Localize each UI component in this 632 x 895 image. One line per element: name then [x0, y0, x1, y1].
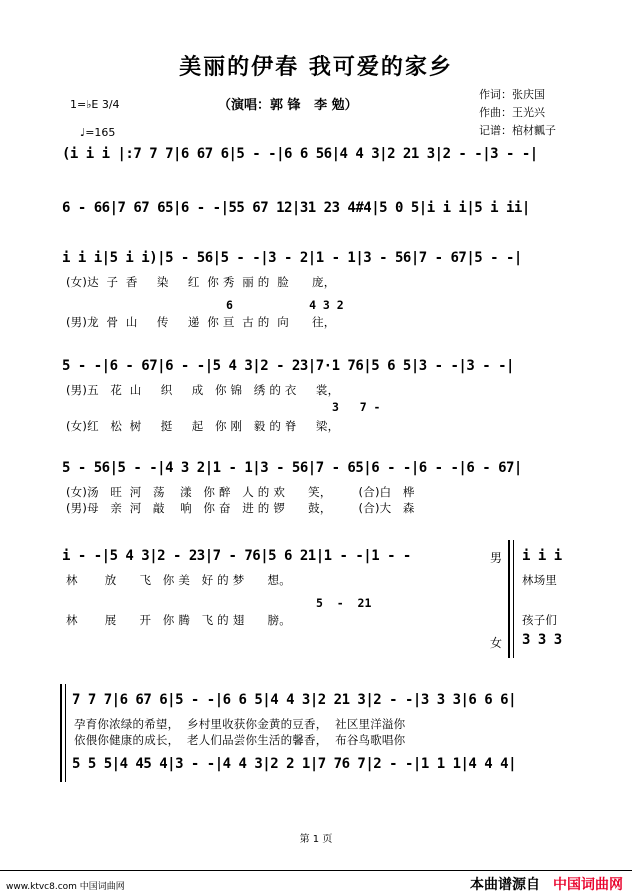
song-title: 美丽的伊春 我可爱的家乡: [179, 55, 453, 80]
lyric-line-6: (男)母 亲 河 敲 响 你 奋 进 的 锣 鼓， (合)大 森: [66, 501, 415, 515]
female-part-notes: 3 3 3: [522, 632, 562, 648]
lyric-line-4: (女)红 松 树 挺 起 你 刚 毅 的 脊 梁，: [66, 419, 340, 433]
lyric-line-7: 林 放 飞 你 美 好 的 梦 想。: [66, 573, 291, 587]
female-part-lyric: 孩子们: [522, 613, 558, 627]
male-part-lyric: 林场里: [522, 573, 558, 587]
performers: （演唱：郭 锋 李 勉）: [218, 98, 358, 113]
site-url[interactable]: www.ktvc8.com 中国词曲网: [6, 882, 125, 892]
lyricist-credit: 作词：张庆国: [479, 88, 545, 101]
footer-brand[interactable]: 中国词曲网: [553, 877, 623, 893]
harmony-line-1: 6 4 3 2: [226, 298, 344, 312]
brace-bar-thin: [513, 540, 514, 658]
system-bar-left-thin: [65, 684, 66, 782]
harmony-line-2: 3 7 -: [332, 400, 381, 414]
transcriber-credit: 记谱：棺材瓤子: [479, 124, 556, 137]
tempo-mark: ♩=165: [80, 126, 116, 139]
footer-rule: [0, 870, 632, 871]
lyric-line-8: 林 展 开 你 腾 飞 的 翅 膀。: [66, 613, 291, 627]
score-row-6: i - -|5 4 3|2 - 23|7 - 76|5 6 21|1 - -|1 - -: [62, 548, 411, 564]
lyric-line-9: 孕育你浓绿的希望， 乡村里收获你金黄的豆香， 社区里洋溢你: [74, 717, 406, 731]
lyric-line-10: 依偎你健康的成长， 老人们品尝你生活的馨香， 布谷鸟歌唱你: [74, 733, 406, 747]
lyric-line-2: (男)龙 骨 山 传 递 你 亘 古 的 向 往，: [66, 315, 336, 329]
footer-source: 本曲谱源自: [470, 877, 540, 893]
male-part-notes: i i i: [522, 548, 562, 564]
score-row-4: 5 - -|6 - 67|6 - -|5 4 3|2 - 23|7·1 76|5 6 5|3 - -|3 - -|: [62, 358, 514, 374]
male-part-label: 男: [490, 551, 503, 565]
lyric-line-5: (女)汤 旺 河 荡 漾 你 醉 人 的 欢 笑， (合)白 桦: [66, 485, 415, 499]
lyric-line-1: (女)达 子 香 染 红 你 秀 丽 的 脸 庞，: [66, 275, 336, 289]
lyric-line-3: (男)五 花 山 织 成 你 锦 绣 的 衣 裳，: [66, 383, 340, 397]
score-row-1: (i i i |:7 7 7|6 67 6|5 - -|6 6 56|4 4 3|2 21 3|2 - -|3 - -|: [62, 146, 538, 162]
harmony-line-3: 5 - 21: [316, 596, 372, 610]
composer-credit: 作曲：王光兴: [479, 106, 545, 119]
score-row-3: i i i|5 i i)|5 - 56|5 - -|3 - 2|1 - 1|3 - 56|7 - 67|5 - -|: [62, 250, 522, 266]
brace-bar: [508, 540, 510, 658]
score-row-7: 7 7 7|6 67 6|5 - -|6 6 5|4 4 3|2 21 3|2 - -|3 3 3|6 6 6|: [72, 692, 517, 708]
score-row-8: 5 5 5|4 45 4|3 - -|4 4 3|2 2 1|7 76 7|2 - -|1 1 1|4 4 4|: [72, 756, 517, 772]
score-row-5: 5 - 56|5 - -|4 3 2|1 - 1|3 - 56|7 - 65|6 - -|6 - -|6 - 67|: [62, 460, 522, 476]
page-number: 第 1 页: [299, 834, 333, 845]
score-row-2: 6 - 66|7 67 65|6 - -|55 67 12|31 23 4#4|5 0 5|i i i|5 i ii|: [62, 200, 530, 216]
key-signature: 1=♭E 3/4: [70, 98, 120, 111]
system-bar-left: [60, 684, 62, 782]
female-part-label: 女: [490, 636, 503, 650]
